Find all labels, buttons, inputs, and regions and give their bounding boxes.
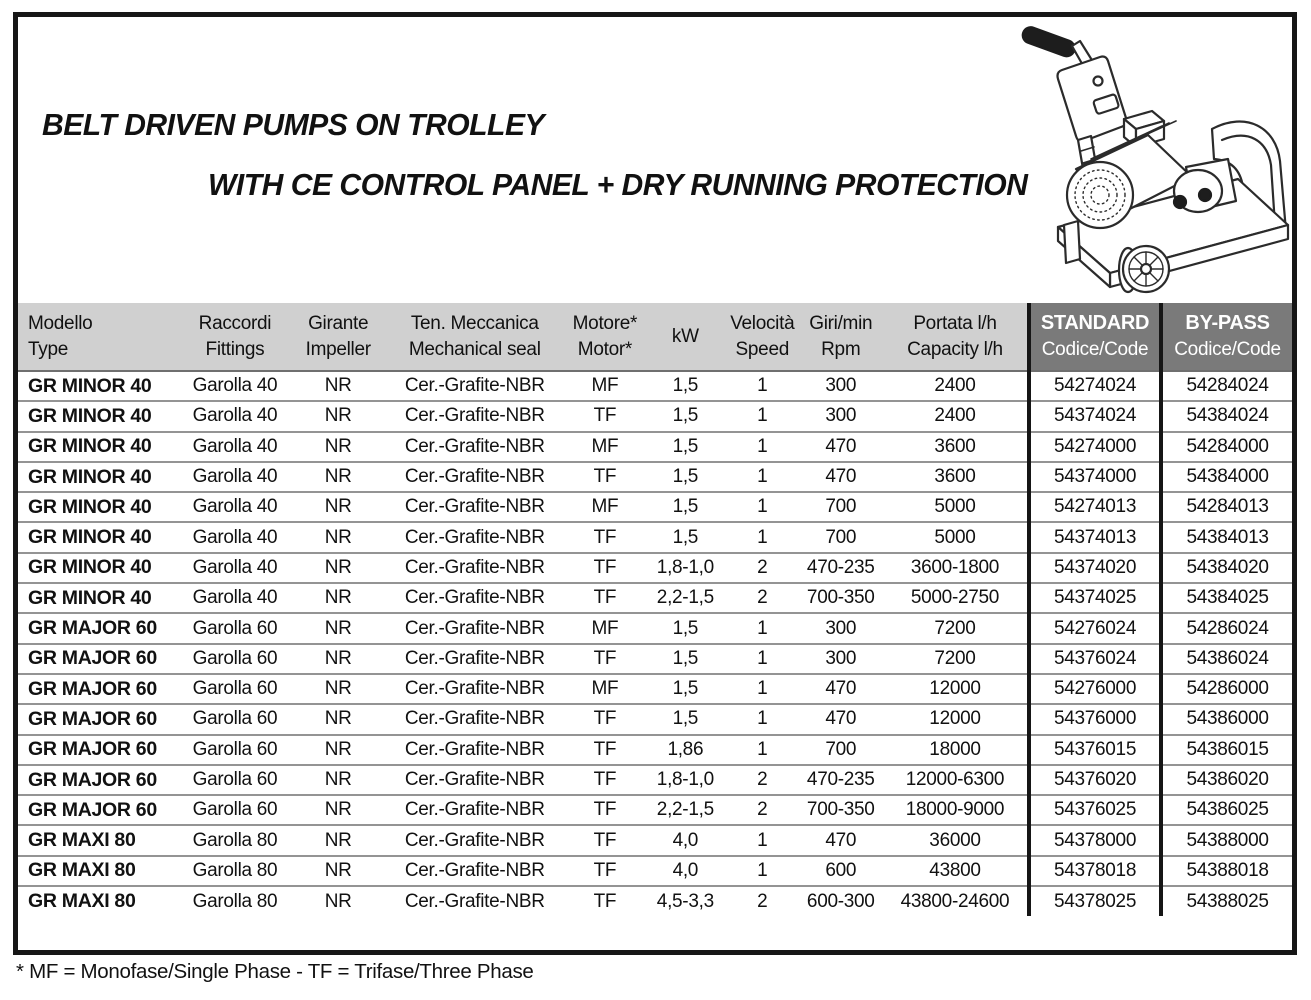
cell-rpm: 470-235 bbox=[799, 553, 883, 583]
cell-capacity: 18000 bbox=[883, 735, 1029, 765]
cell-code-bypass: 54284000 bbox=[1161, 432, 1292, 462]
cell-speed: 2 bbox=[726, 795, 798, 825]
cell-code-bypass: 54388025 bbox=[1161, 886, 1292, 916]
cell-seal: Cer.-Grafite-NBR bbox=[384, 886, 565, 916]
cell-speed: 2 bbox=[726, 765, 798, 795]
cell-motor: TF bbox=[565, 462, 644, 492]
cell-kw: 1,5 bbox=[645, 492, 726, 522]
cell-impeller: NR bbox=[292, 371, 384, 401]
cell-motor: MF bbox=[565, 492, 644, 522]
header-line-1: Giri/min bbox=[809, 312, 873, 334]
cell-speed: 1 bbox=[726, 644, 798, 674]
cell-code-bypass: 54284013 bbox=[1161, 492, 1292, 522]
cell-code-standard: 54376020 bbox=[1029, 765, 1161, 795]
pump-trolley-illustration bbox=[990, 19, 1290, 299]
cell-rpm: 700-350 bbox=[799, 583, 883, 613]
cell-fittings: Garolla 80 bbox=[178, 886, 292, 916]
cell-seal: Cer.-Grafite-NBR bbox=[384, 462, 565, 492]
cell-fittings: Garolla 60 bbox=[178, 735, 292, 765]
table-row bbox=[18, 492, 1292, 522]
header-line-2: Type bbox=[28, 338, 68, 360]
cell-model: GR MINOR 40 bbox=[18, 492, 178, 522]
column-header-speed bbox=[726, 303, 798, 371]
cell-code-bypass: 54286000 bbox=[1161, 674, 1292, 704]
table-row bbox=[18, 522, 1292, 552]
cell-code-standard: 54374013 bbox=[1029, 522, 1161, 552]
cell-speed: 1 bbox=[726, 492, 798, 522]
cell-capacity: 2400 bbox=[883, 371, 1029, 401]
table-row bbox=[18, 583, 1292, 613]
cell-capacity: 3600 bbox=[883, 432, 1029, 462]
cell-capacity: 43800 bbox=[883, 856, 1029, 886]
cell-kw: 1,5 bbox=[645, 674, 726, 704]
cell-seal: Cer.-Grafite-NBR bbox=[384, 522, 565, 552]
cell-model: GR MAJOR 60 bbox=[18, 735, 178, 765]
cell-code-standard: 54274000 bbox=[1029, 432, 1161, 462]
cell-seal: Cer.-Grafite-NBR bbox=[384, 674, 565, 704]
cell-code-standard: 54376024 bbox=[1029, 644, 1161, 674]
header-line-1: Motore* bbox=[572, 312, 638, 334]
cell-impeller: NR bbox=[292, 492, 384, 522]
cell-speed: 1 bbox=[726, 371, 798, 401]
table-body bbox=[18, 371, 1292, 916]
cell-fittings: Garolla 60 bbox=[178, 765, 292, 795]
cell-model: GR MAJOR 60 bbox=[18, 644, 178, 674]
cell-code-bypass: 54384013 bbox=[1161, 522, 1292, 552]
cell-model: GR MINOR 40 bbox=[18, 401, 178, 431]
cell-fittings: Garolla 60 bbox=[178, 674, 292, 704]
cell-kw: 1,5 bbox=[645, 462, 726, 492]
cell-model: GR MAJOR 60 bbox=[18, 613, 178, 643]
cell-code-bypass: 54388000 bbox=[1161, 825, 1292, 855]
header-line-2: Capacity l/h bbox=[907, 338, 1003, 360]
cell-capacity: 5000 bbox=[883, 492, 1029, 522]
cell-kw: 1,8-1,0 bbox=[645, 553, 726, 583]
cell-code-standard: 54274024 bbox=[1029, 371, 1161, 401]
cell-rpm: 600-300 bbox=[799, 886, 883, 916]
cell-motor: TF bbox=[565, 795, 644, 825]
table-row bbox=[18, 825, 1292, 855]
cell-speed: 2 bbox=[726, 583, 798, 613]
cell-rpm: 700 bbox=[799, 522, 883, 552]
cell-rpm: 300 bbox=[799, 644, 883, 674]
cell-speed: 1 bbox=[726, 704, 798, 734]
cell-capacity: 12000 bbox=[883, 674, 1029, 704]
cell-rpm: 470 bbox=[799, 674, 883, 704]
cell-rpm: 300 bbox=[799, 371, 883, 401]
table-row bbox=[18, 735, 1292, 765]
cell-capacity: 7200 bbox=[883, 644, 1029, 674]
cell-code-bypass: 54384024 bbox=[1161, 401, 1292, 431]
cell-rpm: 300 bbox=[799, 613, 883, 643]
cell-model: GR MAJOR 60 bbox=[18, 674, 178, 704]
cell-speed: 1 bbox=[726, 432, 798, 462]
column-header-rpm bbox=[799, 303, 883, 371]
table-row bbox=[18, 886, 1292, 916]
cell-capacity: 5000 bbox=[883, 522, 1029, 552]
table-row bbox=[18, 765, 1292, 795]
cell-seal: Cer.-Grafite-NBR bbox=[384, 371, 565, 401]
cell-capacity: 36000 bbox=[883, 825, 1029, 855]
cell-seal: Cer.-Grafite-NBR bbox=[384, 613, 565, 643]
pump-spec-table bbox=[18, 303, 1292, 916]
cell-code-bypass: 54386020 bbox=[1161, 765, 1292, 795]
cell-impeller: NR bbox=[292, 432, 384, 462]
cell-model: GR MAXI 80 bbox=[18, 825, 178, 855]
cell-kw: 1,86 bbox=[645, 735, 726, 765]
cell-speed: 2 bbox=[726, 886, 798, 916]
column-header-model bbox=[18, 303, 178, 371]
cell-code-bypass: 54386015 bbox=[1161, 735, 1292, 765]
cell-code-bypass: 54284024 bbox=[1161, 371, 1292, 401]
cell-impeller: NR bbox=[292, 644, 384, 674]
cell-capacity: 3600 bbox=[883, 462, 1029, 492]
header-line-1: Girante bbox=[308, 312, 369, 334]
table-header bbox=[18, 303, 1292, 371]
cell-rpm: 700 bbox=[799, 492, 883, 522]
cell-code-bypass: 54286024 bbox=[1161, 613, 1292, 643]
cell-speed: 1 bbox=[726, 462, 798, 492]
cell-kw: 1,5 bbox=[645, 401, 726, 431]
cell-fittings: Garolla 40 bbox=[178, 522, 292, 552]
cell-motor: TF bbox=[565, 765, 644, 795]
cell-motor: TF bbox=[565, 704, 644, 734]
cell-seal: Cer.-Grafite-NBR bbox=[384, 492, 565, 522]
table-row bbox=[18, 674, 1292, 704]
cell-seal: Cer.-Grafite-NBR bbox=[384, 704, 565, 734]
cell-code-bypass: 54388018 bbox=[1161, 856, 1292, 886]
cell-model: GR MAXI 80 bbox=[18, 856, 178, 886]
cell-rpm: 470 bbox=[799, 462, 883, 492]
cell-code-standard: 54376015 bbox=[1029, 735, 1161, 765]
cell-kw: 1,5 bbox=[645, 613, 726, 643]
table-row bbox=[18, 553, 1292, 583]
cell-impeller: NR bbox=[292, 462, 384, 492]
cell-capacity: 5000-2750 bbox=[883, 583, 1029, 613]
cell-rpm: 470 bbox=[799, 825, 883, 855]
cell-rpm: 600 bbox=[799, 856, 883, 886]
cell-model: GR MAJOR 60 bbox=[18, 795, 178, 825]
cell-code-standard: 54376000 bbox=[1029, 704, 1161, 734]
table-row bbox=[18, 644, 1292, 674]
header-line-2: Mechanical seal bbox=[408, 338, 541, 360]
table-row bbox=[18, 795, 1292, 825]
cell-model: GR MINOR 40 bbox=[18, 371, 178, 401]
cell-code-standard: 54378000 bbox=[1029, 825, 1161, 855]
cell-motor: TF bbox=[565, 522, 644, 552]
header-line-2: Impeller bbox=[305, 338, 371, 360]
cell-speed: 1 bbox=[726, 613, 798, 643]
cell-code-standard: 54276024 bbox=[1029, 613, 1161, 643]
cell-model: GR MINOR 40 bbox=[18, 553, 178, 583]
cell-seal: Cer.-Grafite-NBR bbox=[384, 583, 565, 613]
cell-speed: 1 bbox=[726, 522, 798, 552]
table-row bbox=[18, 704, 1292, 734]
cell-kw: 2,2-1,5 bbox=[645, 795, 726, 825]
cell-kw: 4,5-3,3 bbox=[645, 886, 726, 916]
cell-kw: 1,5 bbox=[645, 704, 726, 734]
cell-motor: MF bbox=[565, 674, 644, 704]
cell-impeller: NR bbox=[292, 613, 384, 643]
cell-capacity: 2400 bbox=[883, 401, 1029, 431]
cell-model: GR MINOR 40 bbox=[18, 522, 178, 552]
cell-kw: 1,5 bbox=[645, 522, 726, 552]
handle-grip bbox=[1021, 25, 1077, 59]
cell-code-bypass: 54384000 bbox=[1161, 462, 1292, 492]
cell-speed: 1 bbox=[726, 735, 798, 765]
cell-rpm: 700 bbox=[799, 735, 883, 765]
cell-speed: 1 bbox=[726, 401, 798, 431]
cell-seal: Cer.-Grafite-NBR bbox=[384, 644, 565, 674]
table-row bbox=[18, 613, 1292, 643]
cell-code-standard: 54376025 bbox=[1029, 795, 1161, 825]
cell-code-standard: 54374025 bbox=[1029, 583, 1161, 613]
column-header-impeller bbox=[292, 303, 384, 371]
cell-seal: Cer.-Grafite-NBR bbox=[384, 735, 565, 765]
cell-motor: TF bbox=[565, 886, 644, 916]
cell-code-bypass: 54384020 bbox=[1161, 553, 1292, 583]
cell-model: GR MAJOR 60 bbox=[18, 765, 178, 795]
cell-code-bypass: 54384025 bbox=[1161, 583, 1292, 613]
column-header-code-bypass bbox=[1161, 303, 1292, 371]
cell-capacity: 43800-24600 bbox=[883, 886, 1029, 916]
column-header-capacity bbox=[883, 303, 1029, 371]
cell-rpm: 470 bbox=[799, 704, 883, 734]
cell-motor: MF bbox=[565, 432, 644, 462]
cell-model: GR MINOR 40 bbox=[18, 432, 178, 462]
header-line-1: Portata l/h bbox=[913, 312, 997, 334]
column-header-kw bbox=[645, 303, 726, 371]
catalog-header bbox=[18, 17, 1292, 303]
cell-model: GR MINOR 40 bbox=[18, 462, 178, 492]
cell-fittings: Garolla 60 bbox=[178, 644, 292, 674]
cell-motor: TF bbox=[565, 644, 644, 674]
header-line-2: Codice/Code bbox=[1174, 339, 1281, 361]
cell-seal: Cer.-Grafite-NBR bbox=[384, 401, 565, 431]
cell-model: GR MINOR 40 bbox=[18, 583, 178, 613]
cell-fittings: Garolla 60 bbox=[178, 704, 292, 734]
cell-seal: Cer.-Grafite-NBR bbox=[384, 553, 565, 583]
header-line-1: Ten. Meccanica bbox=[410, 312, 539, 334]
column-header-fittings bbox=[178, 303, 292, 371]
cell-rpm: 470 bbox=[799, 432, 883, 462]
cell-capacity: 7200 bbox=[883, 613, 1029, 643]
header-line-2: Motor* bbox=[577, 338, 632, 360]
cell-fittings: Garolla 80 bbox=[178, 825, 292, 855]
header-line-2: Fittings bbox=[205, 338, 265, 360]
page-frame bbox=[13, 12, 1297, 955]
cell-fittings: Garolla 60 bbox=[178, 613, 292, 643]
table-row bbox=[18, 432, 1292, 462]
cell-kw: 2,2-1,5 bbox=[645, 583, 726, 613]
cell-seal: Cer.-Grafite-NBR bbox=[384, 795, 565, 825]
cell-speed: 2 bbox=[726, 553, 798, 583]
header-line-2: Speed bbox=[735, 338, 789, 360]
cell-speed: 1 bbox=[726, 825, 798, 855]
cell-rpm: 700-350 bbox=[799, 795, 883, 825]
cell-seal: Cer.-Grafite-NBR bbox=[384, 825, 565, 855]
header-line-1: Raccordi bbox=[198, 312, 272, 334]
cell-kw: 1,5 bbox=[645, 432, 726, 462]
cell-impeller: NR bbox=[292, 735, 384, 765]
cell-motor: TF bbox=[565, 825, 644, 855]
cell-fittings: Garolla 40 bbox=[178, 462, 292, 492]
cell-speed: 1 bbox=[726, 856, 798, 886]
cell-code-standard: 54374024 bbox=[1029, 401, 1161, 431]
cell-capacity: 12000-6300 bbox=[883, 765, 1029, 795]
cell-seal: Cer.-Grafite-NBR bbox=[384, 432, 565, 462]
cell-capacity: 3600-1800 bbox=[883, 553, 1029, 583]
cell-fittings: Garolla 60 bbox=[178, 795, 292, 825]
cell-model: GR MAJOR 60 bbox=[18, 704, 178, 734]
cell-fittings: Garolla 80 bbox=[178, 856, 292, 886]
cell-code-standard: 54378025 bbox=[1029, 886, 1161, 916]
cell-code-standard: 54274013 bbox=[1029, 492, 1161, 522]
cell-speed: 1 bbox=[726, 674, 798, 704]
header-line-1: kW bbox=[671, 325, 699, 347]
header-line-1: Velocità bbox=[730, 312, 795, 334]
header-line-1: BY-PASS bbox=[1185, 312, 1270, 335]
cell-code-bypass: 54386025 bbox=[1161, 795, 1292, 825]
cell-code-standard: 54374000 bbox=[1029, 462, 1161, 492]
cell-code-standard: 54374020 bbox=[1029, 553, 1161, 583]
cell-impeller: NR bbox=[292, 583, 384, 613]
cell-code-bypass: 54386000 bbox=[1161, 704, 1292, 734]
cell-seal: Cer.-Grafite-NBR bbox=[384, 765, 565, 795]
table-row bbox=[18, 462, 1292, 492]
cell-capacity: 18000-9000 bbox=[883, 795, 1029, 825]
cell-kw: 1,5 bbox=[645, 371, 726, 401]
page-title-line-1: BELT DRIVEN PUMPS ON TROLLEY bbox=[42, 107, 545, 142]
table-row bbox=[18, 371, 1292, 401]
cell-capacity: 12000 bbox=[883, 704, 1029, 734]
cell-motor: MF bbox=[565, 613, 644, 643]
cell-impeller: NR bbox=[292, 674, 384, 704]
cell-motor: TF bbox=[565, 583, 644, 613]
column-header-motor bbox=[565, 303, 644, 371]
column-header-code-standard bbox=[1029, 303, 1161, 371]
cell-fittings: Garolla 40 bbox=[178, 553, 292, 583]
cell-impeller: NR bbox=[292, 704, 384, 734]
cell-seal: Cer.-Grafite-NBR bbox=[384, 856, 565, 886]
cell-impeller: NR bbox=[292, 856, 384, 886]
cell-motor: MF bbox=[565, 371, 644, 401]
cell-impeller: NR bbox=[292, 765, 384, 795]
cell-fittings: Garolla 40 bbox=[178, 583, 292, 613]
cell-code-standard: 54378018 bbox=[1029, 856, 1161, 886]
cell-fittings: Garolla 40 bbox=[178, 401, 292, 431]
cell-motor: TF bbox=[565, 735, 644, 765]
cell-motor: TF bbox=[565, 856, 644, 886]
cell-impeller: NR bbox=[292, 522, 384, 552]
cell-rpm: 470-235 bbox=[799, 765, 883, 795]
table-row bbox=[18, 401, 1292, 431]
cell-kw: 4,0 bbox=[645, 856, 726, 886]
cell-kw: 4,0 bbox=[645, 825, 726, 855]
header-line-1: STANDARD bbox=[1040, 312, 1150, 335]
cell-kw: 1,5 bbox=[645, 644, 726, 674]
cell-kw: 1,8-1,0 bbox=[645, 765, 726, 795]
cell-code-bypass: 54386024 bbox=[1161, 644, 1292, 674]
column-header-seal bbox=[384, 303, 565, 371]
header-line-1: Modello bbox=[28, 312, 93, 334]
cell-rpm: 300 bbox=[799, 401, 883, 431]
cell-code-standard: 54276000 bbox=[1029, 674, 1161, 704]
cell-impeller: NR bbox=[292, 553, 384, 583]
cell-motor: TF bbox=[565, 401, 644, 431]
cell-fittings: Garolla 40 bbox=[178, 432, 292, 462]
header-line-2: Codice/Code bbox=[1041, 339, 1149, 361]
cell-impeller: NR bbox=[292, 401, 384, 431]
cell-fittings: Garolla 40 bbox=[178, 371, 292, 401]
header-line-2: Rpm bbox=[821, 338, 861, 360]
cell-model: GR MAXI 80 bbox=[18, 886, 178, 916]
cell-impeller: NR bbox=[292, 886, 384, 916]
cell-impeller: NR bbox=[292, 825, 384, 855]
motor-legend-footnote: * MF = Monofase/Single Phase - TF = Trifase/Three Phase bbox=[16, 960, 534, 983]
table-row bbox=[18, 856, 1292, 886]
page-title-line-2: WITH CE CONTROL PANEL + DRY RUNNING PROTECTION bbox=[208, 167, 1028, 202]
cell-fittings: Garolla 40 bbox=[178, 492, 292, 522]
cell-motor: TF bbox=[565, 553, 644, 583]
cell-impeller: NR bbox=[292, 795, 384, 825]
